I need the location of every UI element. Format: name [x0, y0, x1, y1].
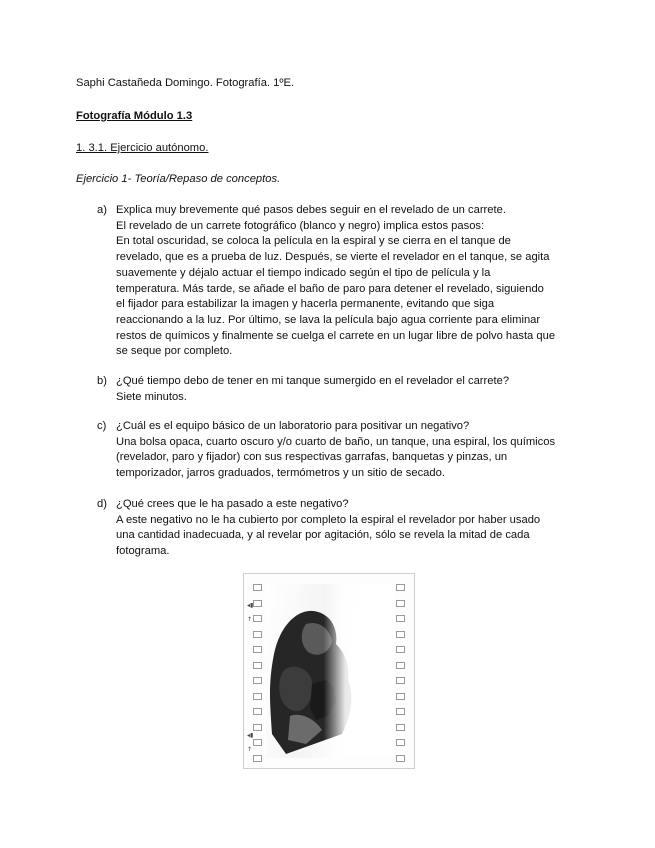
film-negative-image [243, 573, 415, 769]
question-text [116, 419, 596, 482]
negative-frame [266, 584, 394, 758]
question-text [116, 374, 596, 405]
question-letter: d) [97, 498, 107, 510]
film-perforation [396, 739, 405, 746]
film-perforation [396, 708, 405, 715]
film-perforation [253, 693, 262, 700]
film-perforation [396, 693, 405, 700]
film-edge-mark: ◂▮ [247, 732, 254, 739]
film-perforation [396, 662, 405, 669]
film-perforation [253, 662, 262, 669]
film-perforation [253, 600, 262, 607]
film-perforation [396, 677, 405, 684]
answer-line: Una bolsa opaca, cuarto oscuro y/o cuarto de baño, un tanque, una espiral, los químicos [116, 435, 556, 448]
film-perforation [396, 600, 405, 607]
answer-line: reaccionando a la luz. Por último, se lava la película bajo agua corriente para eliminar [116, 313, 541, 326]
answer-line: una cantidad inadecuada, y al revelar por agitación, sólo se revela la mitad de cada [116, 529, 530, 542]
question-text [116, 497, 596, 560]
film-edge-mark: ↑ [247, 616, 253, 623]
film-edge-mark: ↑ [247, 746, 253, 753]
document-title: Fotografía Módulo 1.3 [76, 110, 193, 122]
answer-line: fotograma. [116, 545, 170, 558]
film-perforation [253, 615, 262, 622]
half-developed-photo [266, 584, 394, 758]
answer-line: En total oscuridad, se coloca la película en la espiral y se cierra en el tanque de [116, 235, 511, 248]
question-line: ¿Cuál es el equipo básico de un laboratorio para positivar un negativo? [116, 420, 470, 432]
question-letter: b) [97, 375, 107, 387]
answer-line: suavemente y déjalo actuar el tiempo indicado según el tipo de película y la [116, 266, 491, 279]
answer-line: temporizador, jarros graduados, termómetros y un sitio de secado. [116, 467, 445, 480]
section-heading: 1. 3.1. Ejercicio autónomo. [76, 142, 209, 154]
film-perforation [396, 724, 405, 731]
answer-line: el fijador para estabilizar la imagen y hacerla permanente, evitando que siga [116, 298, 495, 311]
question-line: Explica muy brevemente qué pasos debes seguir en el revelado de un carrete. [116, 204, 506, 216]
question-letter: c) [97, 420, 107, 432]
author-line: Saphi Castañeda Domingo. Fotografía. 1ºE. [76, 77, 295, 89]
film-perforation [253, 755, 262, 762]
film-perforation [253, 677, 262, 684]
answer-line: revelado, que es a prueba de luz. Después, se vierte el revelador en el tanque, se agita [116, 251, 550, 264]
film-perforation [253, 584, 262, 591]
film-perforation [396, 631, 405, 638]
answer-line: (revelador, paro y fijador) con sus respectivas garrafas, banquetas y pinzas, un [116, 451, 508, 464]
film-perforation [396, 646, 405, 653]
question-line: ¿Qué tiempo debo de tener en mi tanque sumergido en el revelador el carrete? [116, 375, 510, 387]
question-line: ¿Qué crees que le ha pasado a este negativo? [116, 498, 349, 510]
film-perforation [253, 631, 262, 638]
answer-line: se seque por completo. [116, 345, 233, 358]
film-perforation [253, 724, 262, 731]
film-perforation [253, 708, 262, 715]
film-perforation [253, 646, 262, 653]
answer-line: A este negativo no le ha cubierto por completo la espiral el revelador por haber usado [116, 513, 541, 526]
question-letter: a) [97, 204, 107, 216]
answer-line: temperatura. Más tarde, se añade el baño de paro para detener el revelado, siguiendo [116, 282, 544, 295]
film-perforation [396, 755, 405, 762]
answer-line: restos de químicos y finalmente se cuelga el carrete en un lugar libre de polvo hasta que [116, 329, 556, 342]
answer-line: El revelado de un carrete fotográfico (blanco y negro) implica estos pasos: [116, 219, 485, 232]
film-perforation [396, 615, 405, 622]
exercise-heading: Ejercicio 1- Teoría/Repaso de conceptos. [76, 173, 281, 185]
answer-line: Siete minutos. [116, 390, 187, 403]
film-edge-mark: ◂▮ [247, 602, 254, 609]
question-text [116, 203, 596, 360]
film-perforation [396, 584, 405, 591]
film-perforation [253, 739, 262, 746]
